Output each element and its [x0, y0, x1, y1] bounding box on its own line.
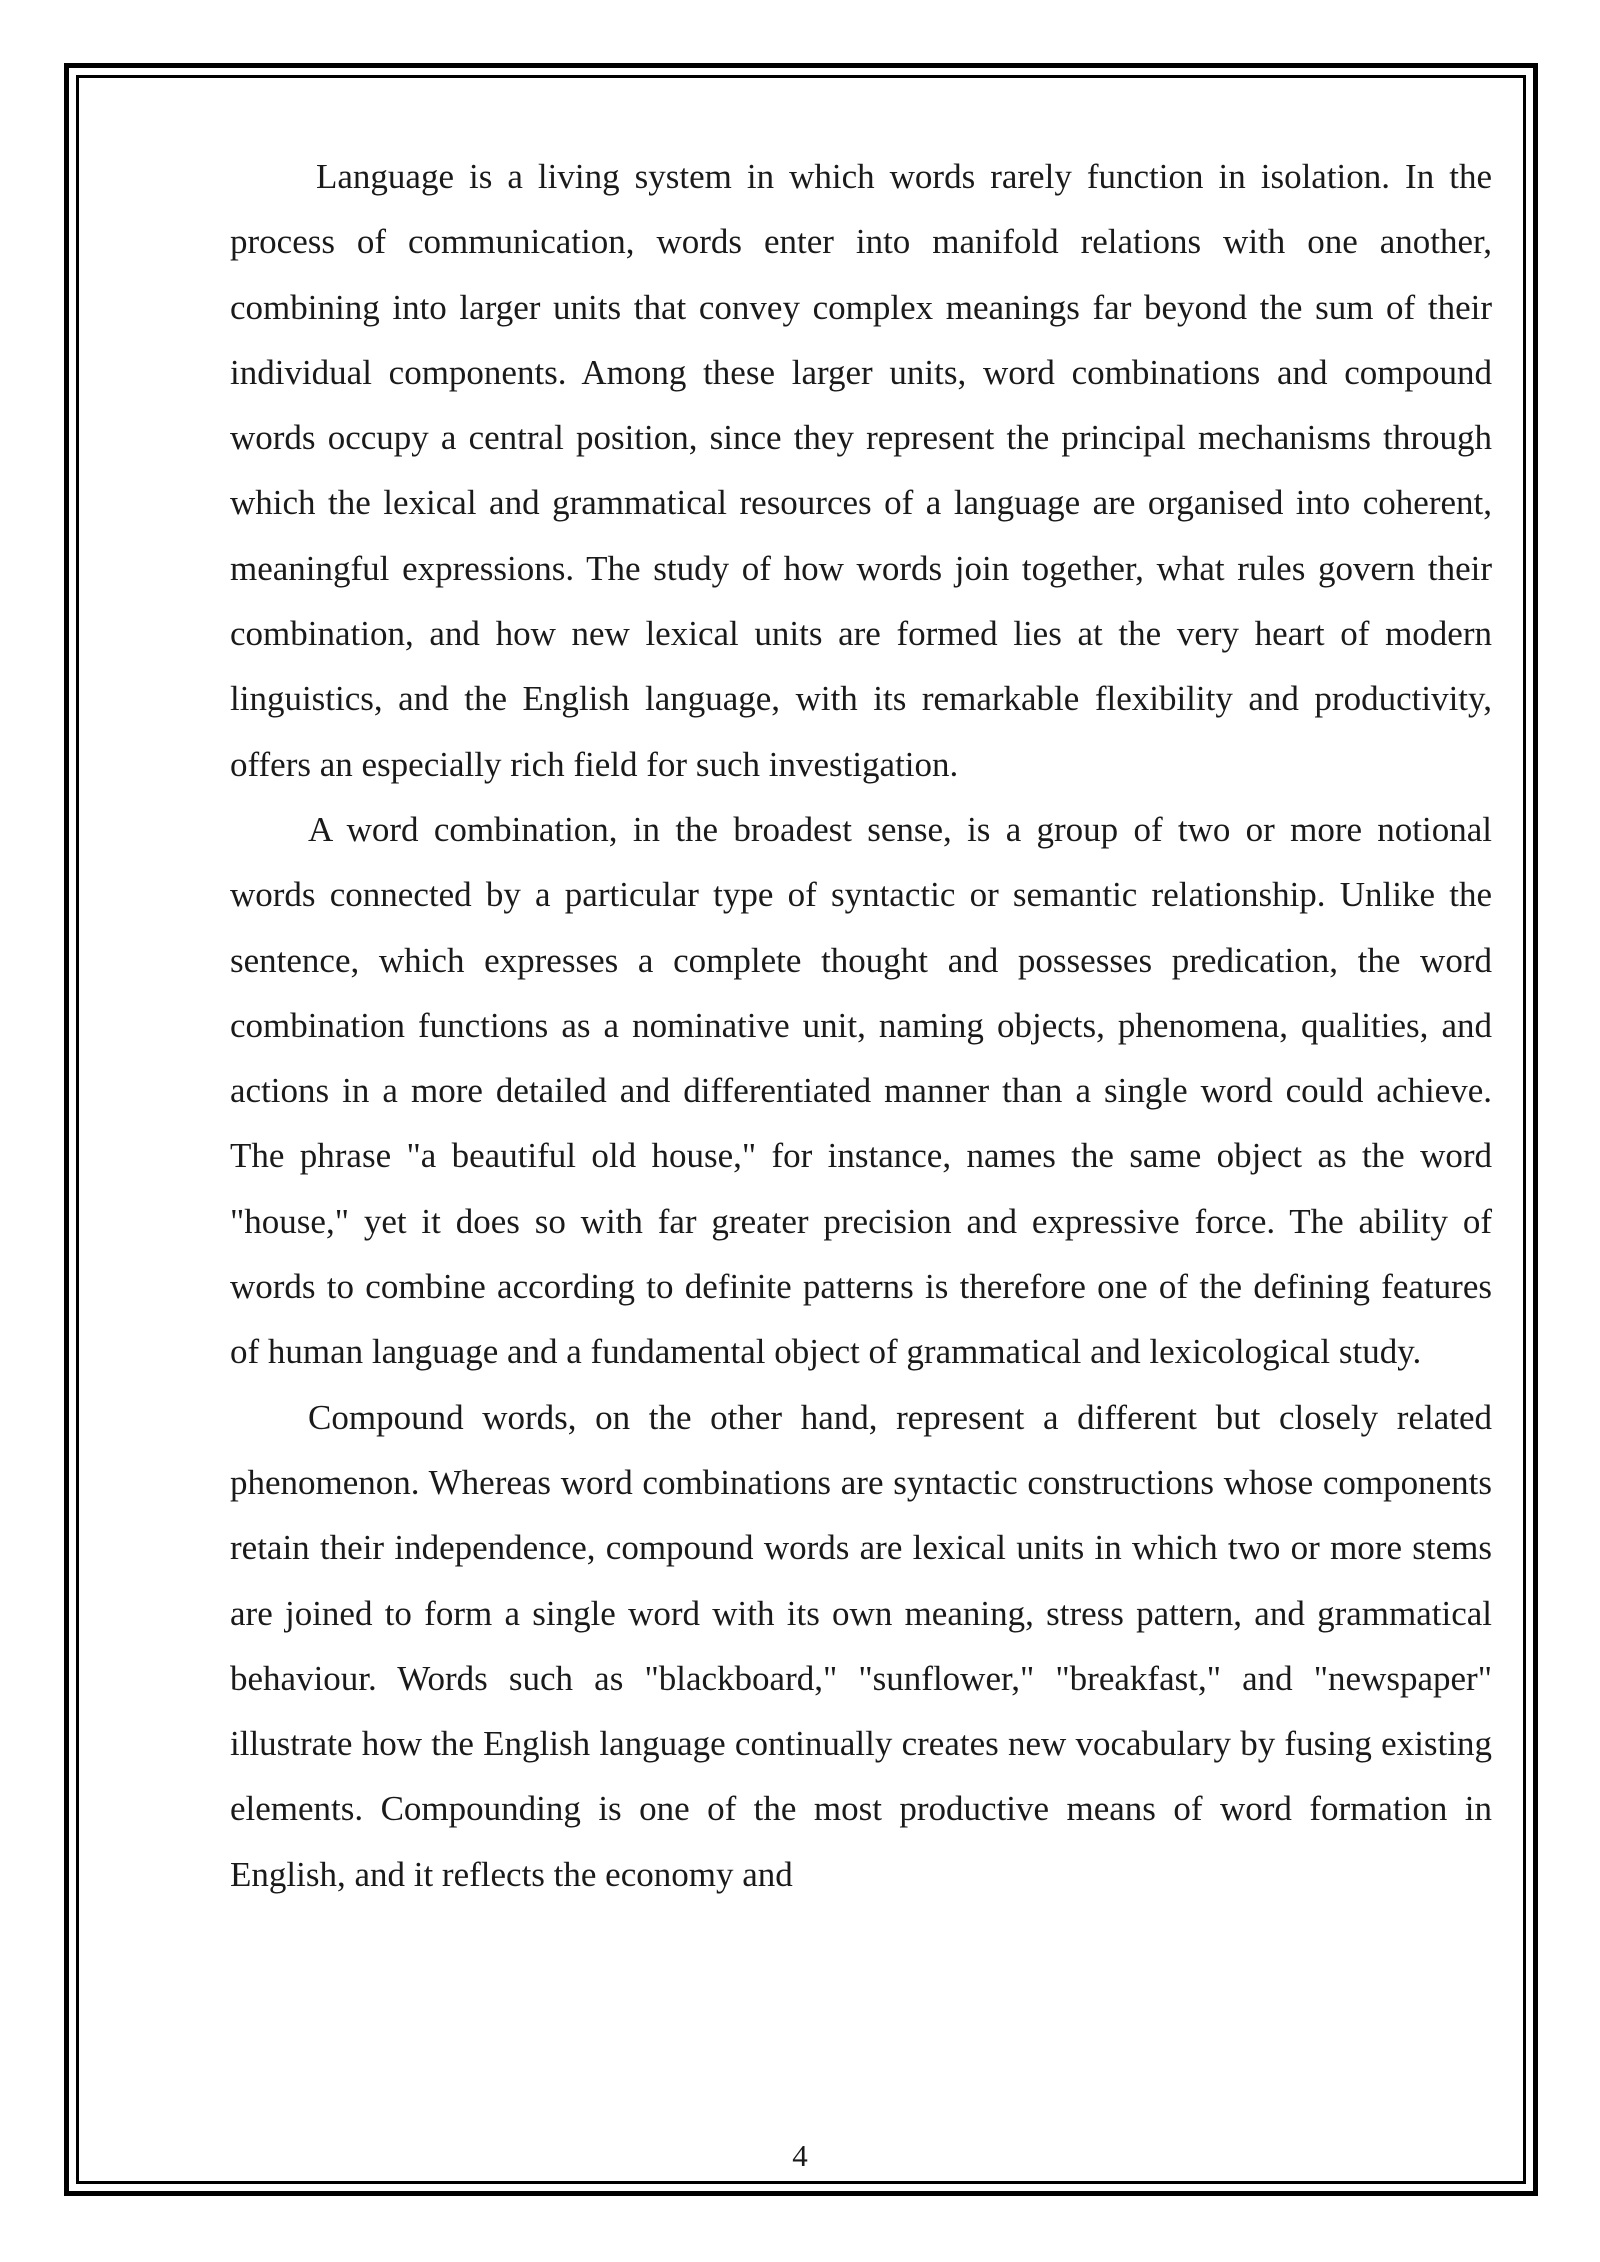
page-number: 4 — [792, 2138, 808, 2173]
paragraph-1: Language is a living system in which words rarely function in isolation. In the process of communication, words enter into manifold relations with one another, combining into larger units that convey complex meanings far beyond the sum of their individual components. Among these larger units, word combinations and compound words occupy a central position, since they represent the principal mechanisms through which the lexical and grammatical resources of a language are organised into coherent, meaningful expressions. The study of how words join together, what rules govern their combination, and how new lexical units are formed lies at the very heart of modern linguistics, and the English language, with its remarkable flexibility and productivity, offers an especially rich field for such investigation. — [230, 157, 1492, 784]
paragraph-3: Compound words, on the other hand, represent a different but closely related phenomenon. Whereas word combinations are syntactic constructions whose components retain their independence, compound words are lexical units in which two or more stems are joined to form a single word with its own meaning, stress pattern, and grammatical behaviour. Words such as "blackboard," "sunflower," "breakfast," and "newspaper" illustrate how the English language continually creates new vocabulary by fusing existing elements. Compounding is one of the most productive means of word formation in English, and it reflects the economy and — [230, 1397, 1492, 1894]
paragraph-2: A word combination, in the broadest sense, is a group of two or more notional words connected by a particular type of syntactic or semantic relationship. Unlike the sentence, which expresses a complete thought and possesses predication, the word combination functions as a nominative unit, naming objects, phenomena, qualities, and actions in a more detailed and differentiated manner than a single word could achieve. The phrase "a beautiful old house," for instance, names the same object as the word "house," yet it does so with far greater precision and expressive force. The ability of words to combine according to definite patterns is therefore one of the defining features of human language and a fundamental object of grammatical and lexicological study. — [230, 809, 1492, 1372]
body-text — [230, 144, 1492, 1907]
